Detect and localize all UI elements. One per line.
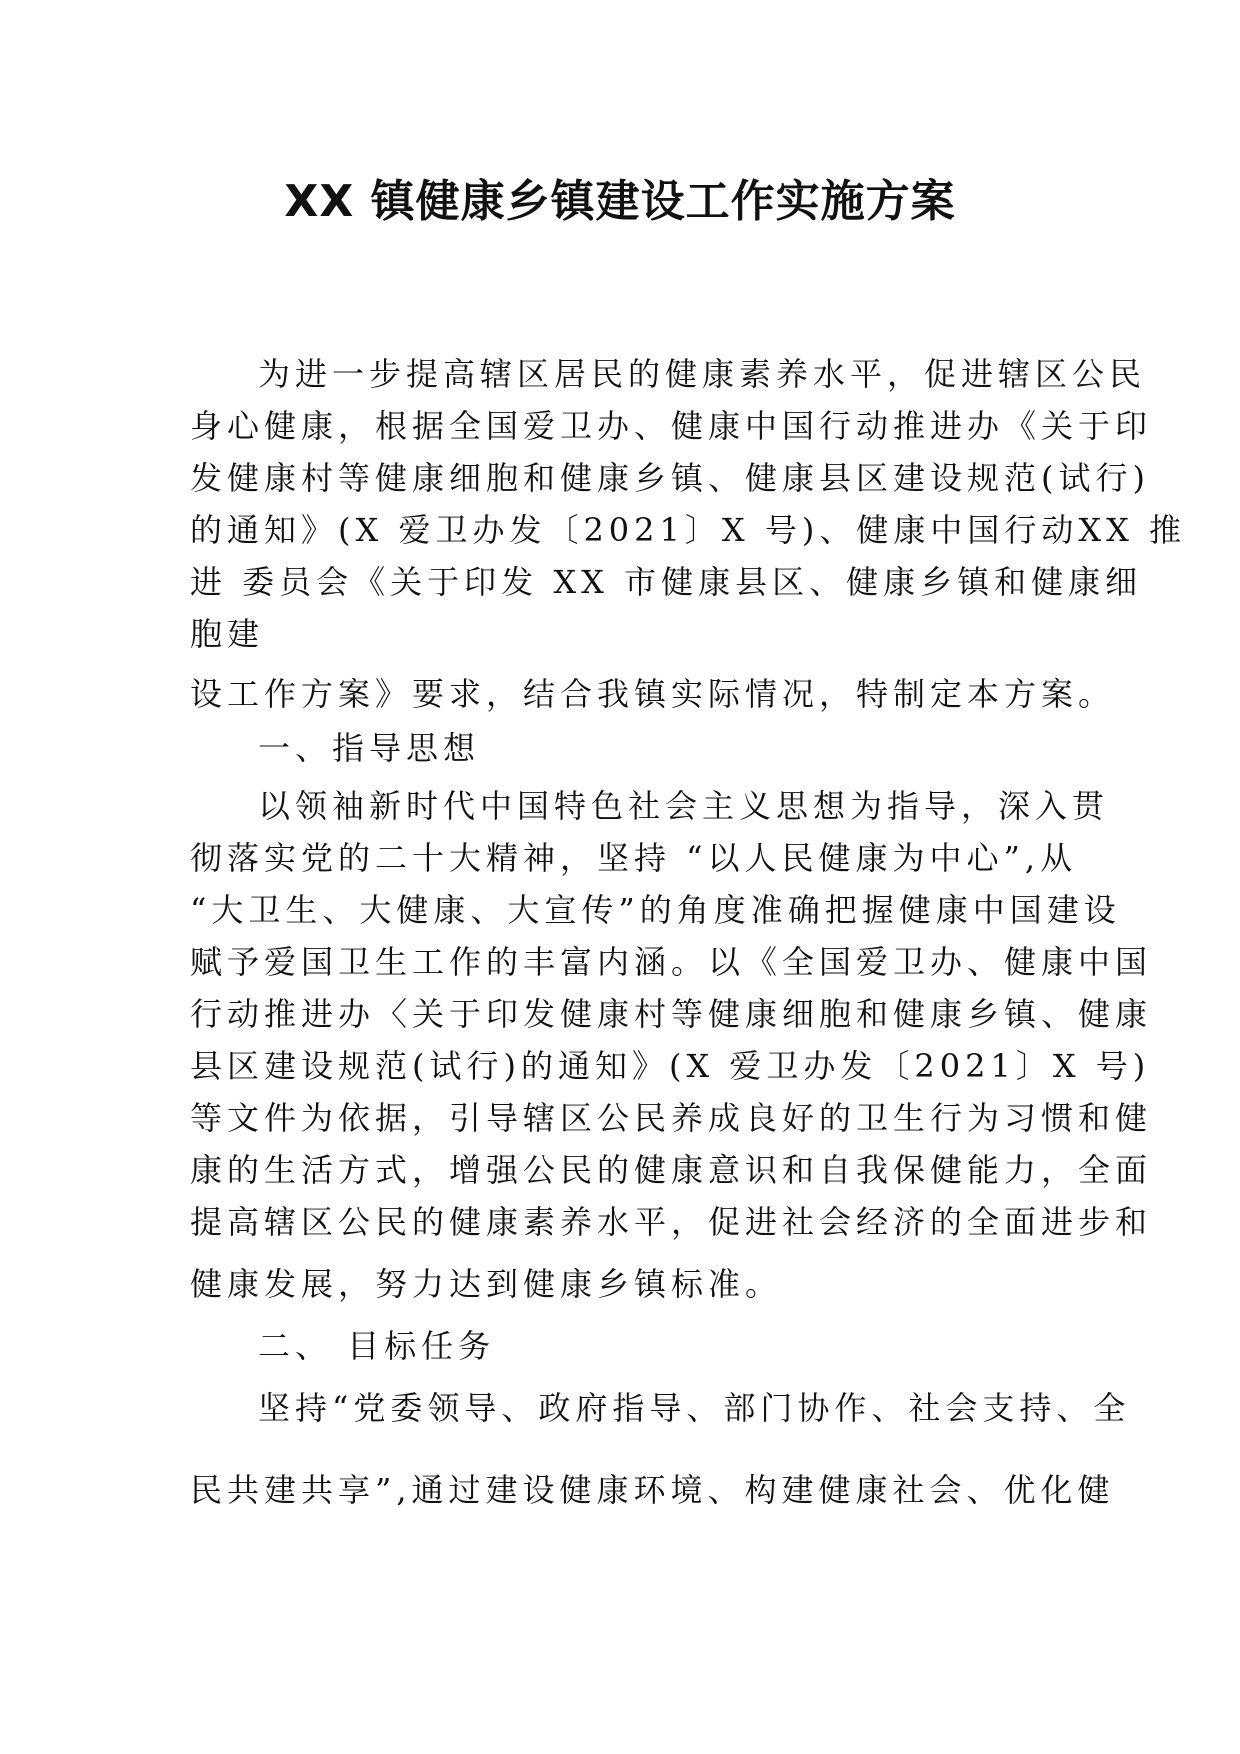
intro-line-2: 身心健康，根据全国爱卫办、健康中国行动推进办《关于印	[190, 407, 1153, 445]
section-1-line-6: 县区建设规范(试行)的通知》(X 爱卫办发〔2021〕X 号)	[190, 1047, 1151, 1085]
section-1-line-1: 以领袖新时代中国特色社会主义思想为指导，深入贯	[258, 787, 1110, 825]
intro-line-1: 为进一步提高辖区居民的健康素养水平，促进辖区公民	[258, 355, 1147, 393]
intro-line-5: 进 委员会《关于印发 XX 市健康县区、健康乡镇和健康细	[190, 563, 1143, 601]
section-1-line-9: 提高辖区公民的健康素养水平，促进社会经济的全面进步和	[190, 1203, 1153, 1241]
section-1-line-10: 健康发展，努力达到健康乡镇标准。	[190, 1265, 783, 1303]
intro-line-3: 发健康村等健康细胞和健康乡镇、健康县区建设规范(试行)	[190, 459, 1150, 497]
section-1-line-2: 彻落实党的二十大精神，坚持 “以人民健康为中心”,从	[190, 839, 1078, 877]
section-2-line-1: 坚持“党委领导、政府指导、部门协作、社会支持、全	[258, 1389, 1131, 1427]
document-title: XX 镇健康乡镇建设工作实施方案	[284, 176, 956, 227]
section-1-heading: 一、指导思想	[258, 729, 481, 767]
intro-line-7: 设工作方案》要求，结合我镇实际情况，特制定本方案。	[190, 675, 1116, 713]
section-1-line-4: 赋予爱国卫生工作的丰富内涵。以《全国爱卫办、健康中国	[190, 943, 1153, 981]
section-1-line-7: 等文件为依据，引导辖区公民养成良好的卫生行为习惯和健	[190, 1099, 1153, 1137]
section-2-heading: 二、 目标任务	[258, 1327, 496, 1365]
intro-line-6: 胞建	[190, 615, 265, 653]
section-1-line-5: 行动推进办〈关于印发健康村等健康细胞和健康乡镇、健康	[190, 995, 1153, 1033]
intro-line-4: 的通知》(X 爱卫办发〔2021〕X 号)、健康中国行动XX 推	[190, 511, 1187, 549]
section-1-line-3: “大卫生、大健康、大宣传”的角度准确把握健康中国建设	[190, 891, 1121, 929]
section-1-line-8: 康的生活方式，增强公民的健康意识和自我保健能力，全面	[190, 1151, 1153, 1189]
section-2-line-2: 民共建共享”,通过建设健康环境、构建健康社会、优化健	[190, 1471, 1115, 1509]
